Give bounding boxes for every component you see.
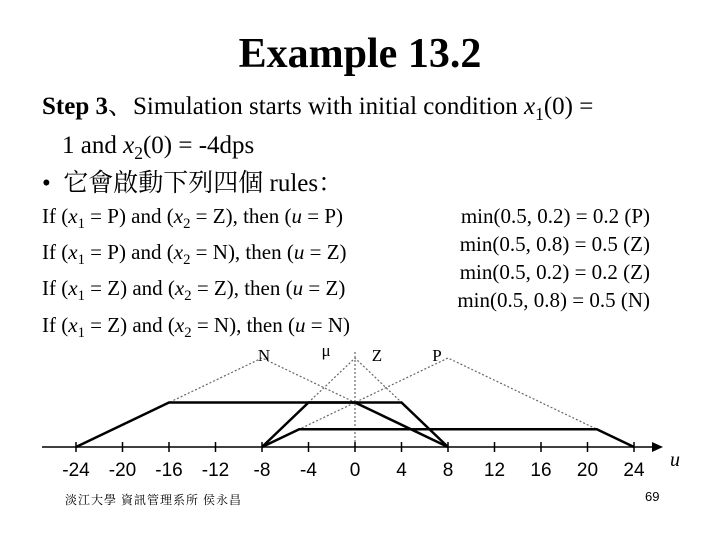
slide-title: Example 13.2 (238, 31, 482, 77)
tick-label: 4 (396, 460, 407, 481)
tick-label: 16 (530, 460, 552, 481)
bullet-text: 它會啟動下列四個 rules： (63, 170, 344, 197)
rule-part: x (174, 312, 185, 337)
set-label: P (432, 346, 442, 365)
rule-part: Z (107, 312, 121, 337)
tick-label: -8 (253, 460, 271, 481)
rule-part: ) (336, 204, 344, 228)
rule-part: N (213, 312, 230, 337)
tick-label: 0 (349, 460, 361, 481)
rule-part: N (327, 312, 343, 337)
rule-part: = (303, 276, 326, 301)
rule-part: ), then ( (229, 312, 295, 337)
footer-text: 淡江大學 資訊管理系所 侯永昌 (65, 493, 243, 507)
rule-part: Z (325, 276, 339, 301)
rule-part: = (84, 240, 108, 265)
rule-part: x (68, 312, 78, 337)
step-line1-text: Simulation starts with initial condition (133, 93, 524, 120)
rule-part: If ( (42, 276, 69, 301)
clipped-set-n (76, 403, 448, 448)
rule-part: = (302, 204, 325, 228)
rule-part: u (293, 240, 305, 265)
step-var-x1: x (523, 93, 536, 120)
set-label: N (257, 346, 271, 365)
rule-part: Z (212, 204, 226, 228)
rule-part: 2 (184, 288, 192, 305)
rule-part: ) (343, 312, 350, 337)
rule-part: 2 (184, 324, 192, 341)
step-line1-tail: (0) = (543, 93, 594, 120)
rule-part: Z (107, 276, 121, 301)
rule-part: 2 (183, 252, 191, 269)
rule-result: min(0.5, 0.2) = 0.2 (P) (460, 204, 650, 228)
tick-label: 8 (442, 460, 454, 481)
rule-part: = (191, 312, 214, 337)
tick-label: 12 (483, 460, 506, 481)
rule-part: x (68, 240, 78, 265)
rule-part: ), then ( (226, 276, 293, 301)
rule-part: ) and ( (120, 276, 175, 301)
rule-part: 1 (77, 216, 85, 233)
rule-part: = (190, 204, 213, 228)
rule-part: If ( (42, 240, 69, 265)
rule-part: x (174, 276, 185, 301)
rule-part: = (84, 276, 108, 301)
step-var-x2: x (123, 132, 135, 159)
step-separator: 、 (107, 93, 133, 120)
rule-part: x (173, 204, 184, 228)
rule-part: ) (338, 276, 346, 301)
tick-label: -12 (201, 460, 230, 481)
rule-part: If ( (42, 204, 69, 228)
rule-part: = (305, 312, 328, 337)
rule-part: Z (213, 276, 227, 301)
rule-part: = (190, 240, 213, 265)
rule-part: u (294, 312, 306, 337)
rule-part: N (212, 240, 228, 265)
rule-part: x (173, 240, 184, 265)
rule-part: P (324, 204, 337, 228)
tick-label: 24 (623, 460, 645, 481)
bullet-symbol: • (42, 170, 51, 197)
rule-part: = (304, 240, 327, 265)
rule-part: ), then ( (227, 240, 294, 265)
step-label: Step 3 (42, 93, 108, 120)
tick-label: -16 (155, 460, 183, 481)
rule-part: 1 (77, 288, 85, 305)
rule-part: ) (339, 240, 347, 265)
rule-part: ) and ( (118, 204, 174, 228)
rule-part: 1 (77, 324, 85, 341)
tick-label: -4 (300, 460, 317, 481)
rule-part: 1 (77, 252, 85, 269)
step-sub-2: 2 (134, 143, 143, 163)
rule-part: P (107, 240, 119, 265)
rule-result: min(0.5, 0.2) = 0.2 (Z) (459, 260, 650, 284)
rule-part: = (84, 204, 108, 228)
step-line2-tail: (0) = -4dps (142, 132, 255, 159)
rule-part: = (84, 312, 108, 337)
u-axis-arrow (652, 442, 663, 452)
rule-part: ), then ( (225, 204, 292, 228)
set-label: Z (371, 346, 383, 365)
step-line2-head: 1 and (62, 132, 124, 159)
rule-part: x (68, 276, 78, 301)
rule-result: min(0.5, 0.8) = 0.5 (N) (457, 288, 650, 312)
rule-part: u (291, 204, 302, 228)
rule-part: ) and ( (118, 240, 174, 265)
tick-label: 20 (576, 460, 599, 481)
rule-part: x (68, 204, 78, 228)
tick-label: -20 (108, 460, 137, 481)
rule-part: 2 (183, 216, 191, 233)
rule-part: = (191, 276, 214, 301)
rule-part: Z (326, 240, 340, 265)
rule-part: P (107, 204, 119, 228)
set-label: μ (321, 341, 331, 360)
page-number: 69 (645, 489, 660, 504)
step-sub-1: 1 (535, 104, 544, 124)
rule-part: u (292, 276, 304, 301)
rule-part: ) and ( (120, 312, 175, 337)
u-axis-label: u (670, 449, 680, 471)
tick-label: -24 (62, 460, 90, 481)
rule-result: min(0.5, 0.8) = 0.5 (Z) (459, 232, 650, 256)
rule-part: If ( (42, 312, 69, 337)
